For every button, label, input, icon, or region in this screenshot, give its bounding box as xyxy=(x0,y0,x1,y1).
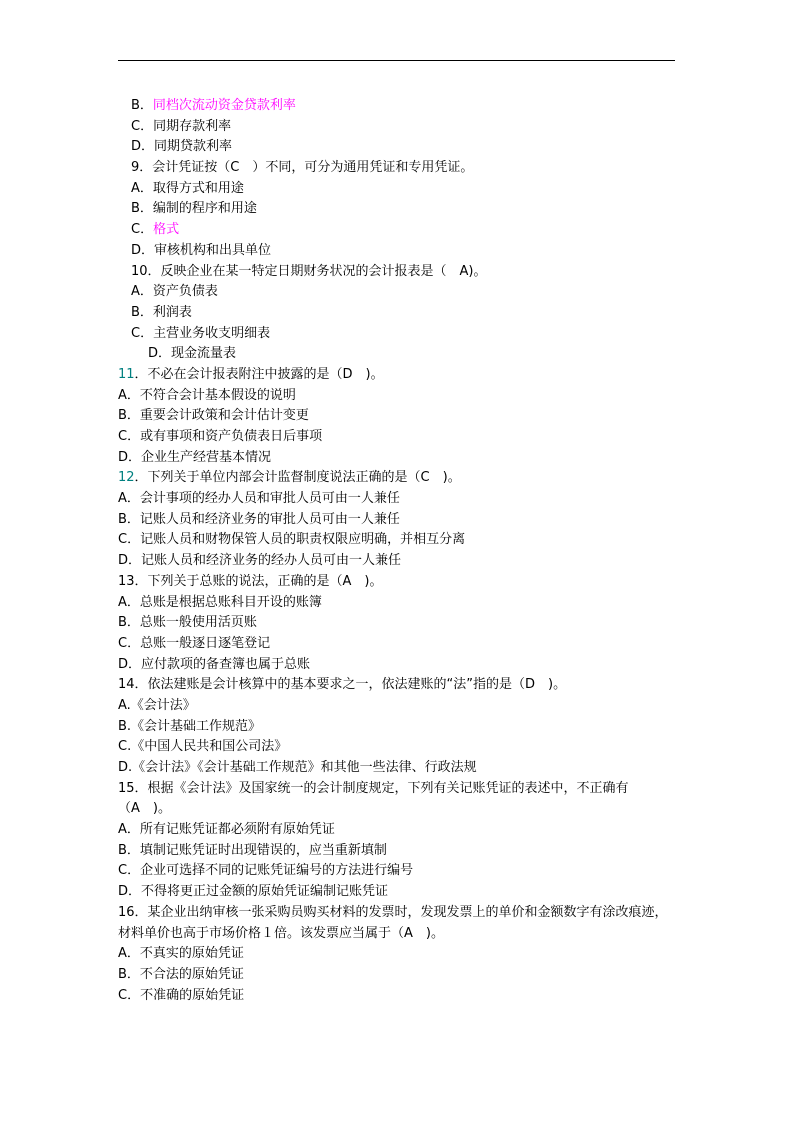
line-text: B．不合法的原始凭证 xyxy=(118,966,244,982)
text-line xyxy=(118,944,678,965)
line-text: 格式 xyxy=(153,222,180,238)
line-text: 9．会计凭证按（C ）不同，可分为通用凭证和专用凭证。 xyxy=(131,160,474,176)
line-text: A．总账是根据总账科目开设的账簿 xyxy=(118,594,322,610)
line-text: C．主营业务收支明细表 xyxy=(131,325,271,341)
text-line xyxy=(118,530,678,551)
line-text: A．资产负债表 xyxy=(131,284,218,300)
line-text: A．所有记账凭证都必须附有原始凭证 xyxy=(118,822,335,838)
line-text: D．现金流量表 xyxy=(148,346,237,362)
text-line xyxy=(118,117,678,138)
text-line xyxy=(118,179,678,200)
line-text: A．不真实的原始凭证 xyxy=(118,946,244,962)
line-prefix: 12 xyxy=(118,470,135,486)
line-text: 15．根据《会计法》及国家统一的会计制度规定，下列有关记账凭证的表述中，不正确有（A )。 xyxy=(118,780,629,817)
text-line xyxy=(118,965,678,986)
text-line xyxy=(118,510,678,531)
text-line xyxy=(118,758,678,779)
text-line xyxy=(118,241,678,262)
text-line xyxy=(118,634,678,655)
header-rule xyxy=(118,60,675,61)
line-text: B．利润表 xyxy=(131,304,192,320)
line-text: D．同期贷款利率 xyxy=(131,139,233,155)
text-line xyxy=(118,779,678,820)
text-line xyxy=(118,406,678,427)
line-text: C.《中国人民共和国公司法》 xyxy=(118,739,288,755)
line-text: C．同期存款利率 xyxy=(131,118,232,134)
line-text: D.《会计法》《会计基础工作规范》和其他一些法律、行政法规 xyxy=(118,760,477,775)
line-text: C．不准确的原始凭证 xyxy=(118,987,245,1003)
text-line xyxy=(118,137,678,158)
document-body xyxy=(118,96,678,1006)
line-text: A.《会计法》 xyxy=(118,697,196,713)
text-line xyxy=(118,717,678,738)
text-line xyxy=(118,489,678,510)
line-prefix: C． xyxy=(131,222,154,238)
text-line xyxy=(118,861,678,882)
line-text: D．不得将更正过金额的原始凭证编制记账凭证 xyxy=(118,884,389,900)
line-prefix: 11 xyxy=(118,366,135,382)
line-text: C．或有事项和资产负债表日后事项 xyxy=(118,429,323,444)
text-line xyxy=(118,303,678,324)
text-line xyxy=(118,199,678,220)
line-text: B．填制记账凭证时出现错误的，应当重新填制 xyxy=(118,842,387,858)
text-line xyxy=(118,324,678,345)
line-text: A．会计事项的经办人员和审批人员可由一人兼任 xyxy=(118,491,400,507)
line-text: D．记账人员和经济业务的经办人员可由一人兼任 xyxy=(118,553,402,569)
line-text: B.《会计基础工作规范》 xyxy=(118,718,262,734)
line-text: D．审核机构和出具单位 xyxy=(131,242,272,258)
line-text: C．总账一般逐日逐笔登记 xyxy=(118,635,271,651)
line-text: A．不符合会计基本假设的说明 xyxy=(118,387,296,403)
line-text: C．企业可选择不同的记账凭证编号的方法进行编号 xyxy=(118,863,414,879)
text-line xyxy=(118,737,678,758)
line-text: 同档次流动资金贷款利率 xyxy=(152,98,296,113)
text-line xyxy=(118,572,678,593)
text-line xyxy=(118,655,678,676)
line-text: 14．依法建账是会计核算中的基本要求之一，依法建账的“法”指的是（D )。 xyxy=(118,677,567,693)
text-line xyxy=(118,593,678,614)
text-line xyxy=(118,882,678,903)
line-text: C．记账人员和财物保管人员的职责权限应明确，并相互分离 xyxy=(118,532,466,548)
text-line xyxy=(118,468,678,489)
text-line xyxy=(118,696,678,717)
line-text: ．不必在会计报表附注中披露的是（D )。 xyxy=(134,366,384,382)
text-line xyxy=(118,427,678,448)
text-line xyxy=(118,96,678,117)
line-text: D．企业生产经营基本情况 xyxy=(118,449,272,465)
text-line xyxy=(118,820,678,841)
text-line xyxy=(118,675,678,696)
line-text: B．记账人员和经济业务的审批人员可由一人兼任 xyxy=(118,511,400,527)
text-line xyxy=(118,158,678,179)
text-line xyxy=(118,841,678,862)
text-line xyxy=(118,220,678,241)
line-prefix: B． xyxy=(131,98,153,113)
line-text: 13．下列关于总账的说法，正确的是（A )。 xyxy=(118,573,383,589)
line-text: B．总账一般使用活页账 xyxy=(118,615,257,631)
text-line xyxy=(118,344,678,365)
line-text: A．取得方式和用途 xyxy=(131,180,244,196)
text-line xyxy=(118,986,678,1007)
text-line xyxy=(118,386,678,407)
line-text: ．下列关于单位内部会计监督制度说法正确的是（C )。 xyxy=(134,470,461,486)
text-line xyxy=(118,262,678,283)
line-text: B．编制的程序和用途 xyxy=(131,201,257,217)
line-text: B．重要会计政策和会计估计变更 xyxy=(118,408,309,424)
text-line xyxy=(118,365,678,386)
line-text: D．应付款项的备查簿也属于总账 xyxy=(118,656,311,672)
text-line xyxy=(118,448,678,469)
text-line xyxy=(118,282,678,303)
text-line xyxy=(118,903,678,944)
line-text: 16．某企业出纳审核一张采购员购买材料的发票时，发现发票上的单价和金额数字有涂改痕迹，材料单价也高于市场价格１倍。该发票应当属于（A )。 xyxy=(118,904,668,941)
text-line xyxy=(118,613,678,634)
line-text: 10．反映企业在某一特定日期财务状况的会计报表是（ A)。 xyxy=(131,263,487,279)
text-line xyxy=(118,551,678,572)
